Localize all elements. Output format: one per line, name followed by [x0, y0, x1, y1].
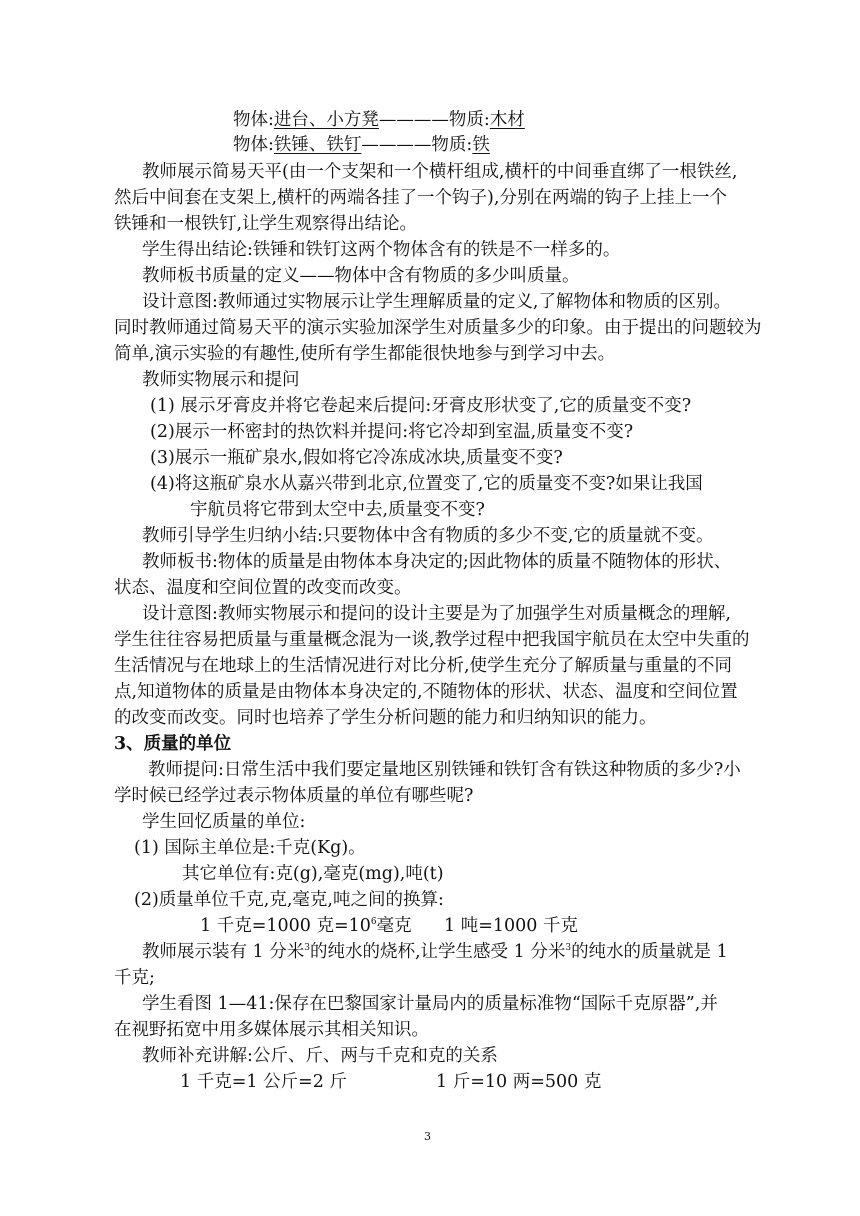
- paragraph-line: 学生看图 1—41:保存在巴黎国家计量局内的质量标准物“国际千克原器”,并: [142, 994, 718, 1014]
- paragraph-line: 千克;: [114, 968, 155, 988]
- text-span: 物体:: [233, 110, 274, 130]
- list-item: (4)将这瓶矿泉水从嘉兴带到北京,位置变了,它的质量变不变?如果让我国: [150, 474, 703, 494]
- paragraph-line: 教师实物展示和提问: [142, 370, 300, 390]
- paragraph-line: 教师补充讲解:公斤、斤、两与千克和克的关系: [142, 1046, 498, 1066]
- list-item: (2)质量单位千克,克,毫克,吨之间的换算:: [134, 890, 444, 910]
- paragraph-line: 设计意图:教师通过实物展示让学生理解质量的定义,了解物体和物质的区别。: [142, 292, 731, 312]
- text-span: 的纯水的质量就是 1: [571, 942, 728, 962]
- paragraph-line: 简单,演示实验的有趣性,使所有学生都能很快地参与到学习中去。: [114, 344, 616, 364]
- paragraph-line: 学时候已经学过表示物体质量的单位有哪些呢?: [114, 786, 474, 806]
- list-item: (1) 展示牙膏皮并将它卷起来后提问:牙膏皮形状变了,它的质量变不变?: [150, 396, 692, 416]
- list-item: 其它单位有:克(g),毫克(mg),吨(t): [182, 864, 444, 884]
- paragraph-line: 教师展示简易天平(由一个支架和一个横杆组成,横杆的中间垂直绑了一根铁丝,: [142, 162, 738, 182]
- paragraph-line: 的改变而改变。同时也培养了学生分析问题的能力和归纳知识的能力。: [114, 708, 657, 728]
- underlined-text: 木材: [489, 110, 525, 130]
- paragraph-line: 教师板书:物体的质量是由物体本身决定的;因此物体的质量不随物体的形状、: [142, 552, 732, 572]
- paragraph-line: 状态、温度和空间位置的改变而改变。: [114, 578, 412, 598]
- paragraph-line: 生活情况与在地球上的生活情况进行对比分析,使学生充分了解质量与重量的不同: [114, 656, 733, 676]
- text-line: [233, 108, 525, 132]
- text-span: 的纯水的烧杯,让学生感受 1 分米: [310, 942, 566, 962]
- paragraph-line: 学生回忆质量的单位:: [142, 812, 306, 832]
- text-span: ————物质:: [378, 110, 490, 130]
- conversion-line: 1 千克=1 公斤=2 斤: [180, 1072, 347, 1092]
- paragraph-line: 在视野拓宽中用多媒体展示其相关知识。: [114, 1020, 429, 1040]
- list-item: (2)展示一杯密封的热饮料并提问:将它冷却到室温,质量变不变?: [150, 422, 634, 442]
- list-item: (3)展示一瓶矿泉水,假如将它冷冻成冰块,质量变不变?: [150, 448, 563, 468]
- text-span: 物体:: [233, 135, 274, 155]
- list-item: (1) 国际主单位是:千克(Kg)。: [134, 838, 366, 858]
- list-item: 宇航员将它带到太空中去,质量变不变?: [190, 500, 485, 520]
- paragraph-line: 学生往往容易把质量与重量概念混为一谈,教学过程中把我国宇航员在太空中失重的: [114, 630, 750, 650]
- paragraph-line: [142, 940, 728, 964]
- paragraph-line: 同时教师通过简易天平的演示实验加深学生对质量多少的印象。由于提出的问题较为: [114, 318, 762, 338]
- conversion-line: 1 斤=10 两=500 克: [436, 1072, 602, 1092]
- conversion-line: [200, 914, 412, 938]
- paragraph-line: 设计意图:教师实物展示和提问的设计主要是为了加强学生对质量概念的理解,: [142, 604, 731, 624]
- text-span: 1 千克=1000 克=10: [200, 916, 371, 936]
- paragraph-line: 教师引导学生归纳小结:只要物体中含有物质的多少不变,它的质量就不变。: [142, 526, 714, 546]
- superscript: 3: [565, 943, 572, 953]
- section-heading: 3、质量的单位: [114, 734, 232, 754]
- paragraph-line: 学生得出结论:铁锤和铁钉这两个物体含有的铁是不一样多的。: [142, 240, 621, 260]
- text-span: ————物质:: [361, 135, 473, 155]
- superscript: 3: [304, 943, 310, 953]
- text-line: [233, 133, 490, 157]
- paragraph-line: 点,知道物体的质量是由物体本身决定的,不随物体的形状、状态、温度和空间位置: [114, 682, 738, 702]
- superscript: 6: [370, 917, 377, 927]
- underlined-text: 铁锤、铁钉: [273, 135, 362, 155]
- text-span: 毫克: [376, 916, 412, 936]
- paragraph-line: 教师板书质量的定义——物体中含有物质的多少叫质量。: [142, 266, 580, 286]
- underlined-text: 进台、小方凳: [273, 110, 379, 130]
- paragraph-line: 教师提问:日常生活中我们要定量地区别铁锤和铁钉含有铁这种物质的多少?小: [148, 760, 741, 780]
- paragraph-line: 铁锤和一根铁钉,让学生观察得出结论。: [114, 214, 418, 234]
- page-number: 3: [424, 1130, 431, 1143]
- underlined-text: 铁: [472, 135, 490, 155]
- paragraph-line: 然后中间套在支架上,横杆的两端各挂了一个钩子),分别在两端的钩子上挂上一个: [114, 188, 727, 208]
- conversion-line: 1 吨=1000 千克: [444, 916, 578, 936]
- text-span: 教师展示装有 1 分米: [142, 942, 305, 962]
